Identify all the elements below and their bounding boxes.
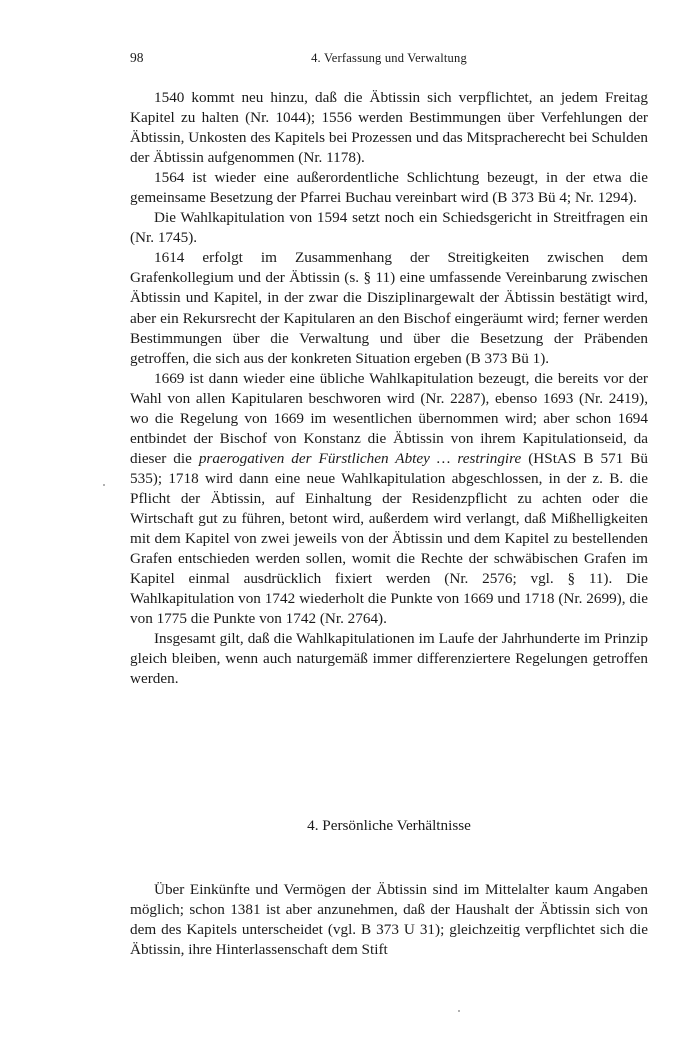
paragraph-5 <box>130 369 648 630</box>
margin-mark <box>103 484 105 486</box>
paragraph-3: Die Wahlkapitulation von 1594 setzt noch ein Schiedsgericht in Streitfragen ein (Nr. 1745). <box>130 209 648 247</box>
chapter-title: 4. Verfassung und Verwaltung <box>311 51 467 65</box>
paragraph-5-part-b: (HStAS B 571 Bü 535); 1718 wird dann eine neue Wahlkapitulation abgeschlossen, in der z. B. die Pflicht der Äbtissin, auf Einhaltung der Residenzpflicht zu achten oder die Wirtschaft gut zu führen, betont wird, außerdem wird verlangt, daß Mißhelligkeiten mit dem Kapitel von zwei jeweils von der Äbtissin und dem Kapitel zu bestellenden Grafen entschieden werden sollen, womit die Rechte der schwäbischen Grafen im Kapitel einmal ausdrücklich fixiert werden (Nr. 2576; vgl. § 11). Die Wahlkapitulation von 1742 wiederholt die Punkte von 1669 und 1718 (Nr. 2699), die von 1775 die Punkte von 1742 (Nr. 2764). <box>130 449 648 628</box>
paragraph-5-part-a: 1669 ist dann wieder eine übliche Wahlkapitulation bezeugt, die bereits vor der Wahl von allen Kapitularen beschworen wird (Nr. 2287), ebenso 1693 (Nr. 2419), wo die Regelung von 1669 im wesentlichen übernommen wird; aber schon 1694 entbindet der Bischof von Konstanz die Äbtissin von ihrem Kapitulationseid, da dieser die <box>130 369 648 467</box>
paragraph-4: 1614 erfolgt im Zusammenhang der Streitigkeiten zwischen dem Grafenkollegium und der Äbtissin (s. § 11) eine umfassende Vereinbarung zwischen Äbtissin und Kapitel, in der zwar die Disziplinargewalt der Äbtissin bestätigt wird, aber ein Rekursrecht der Kapitularen an den Bischof eingeräumt wird; ferner werden Bestimmungen über die Verwaltung und über die Besetzung der Präbenden getroffen, die sich aus der konkreten Situation ergeben (B 373 Bü 1). <box>130 249 648 367</box>
latin-quotation: praerogativen der Fürstlichen Abtey … restringire <box>198 449 522 467</box>
paragraph-2: 1564 ist wieder eine außerordentliche Schlichtung bezeugt, in der etwa die gemeinsame Besetzung der Pfarrei Buchau vereinbart wird (B 373 Bü 4; Nr. 1294). <box>130 169 648 207</box>
body-text <box>130 88 648 689</box>
page-number: 98 <box>130 50 144 65</box>
section-paragraph-1: Über Einkünfte und Vermögen der Äbtissin sind im Mittelalter kaum Angaben möglich; schon 1381 ist aber anzunehmen, daß der Haushalt der Äbtissin sich von dem des Kapitels unterscheidet (vgl. B 373 U 31); gleichzeitig verpflichtet sich die Äbtissin, ihre Hinterlassenschaft dem Stift <box>130 881 648 959</box>
running-head <box>130 50 648 70</box>
section-text <box>130 880 648 960</box>
margin-mark <box>458 1010 460 1012</box>
paragraph-6: Insgesamt gilt, daß die Wahlkapitulationen im Laufe der Jahrhunderte im Prinzip gleich bleiben, wenn auch naturgemäß immer differenziertere Regelungen getroffen werden. <box>130 630 648 688</box>
section-heading: 4. Persönliche Verhältnisse <box>307 817 471 834</box>
paragraph-1: 1540 kommt neu hinzu, daß die Äbtissin sich verpflichtet, an jedem Freitag Kapitel zu halten (Nr. 1044); 1556 werden Bestimmungen über Verfehlungen der Äbtissin, Unkosten des Kapitels bei Prozessen und das Mitspracherecht bei Schulden der Äbtissin aufgenommen (Nr. 1178). <box>130 89 648 167</box>
